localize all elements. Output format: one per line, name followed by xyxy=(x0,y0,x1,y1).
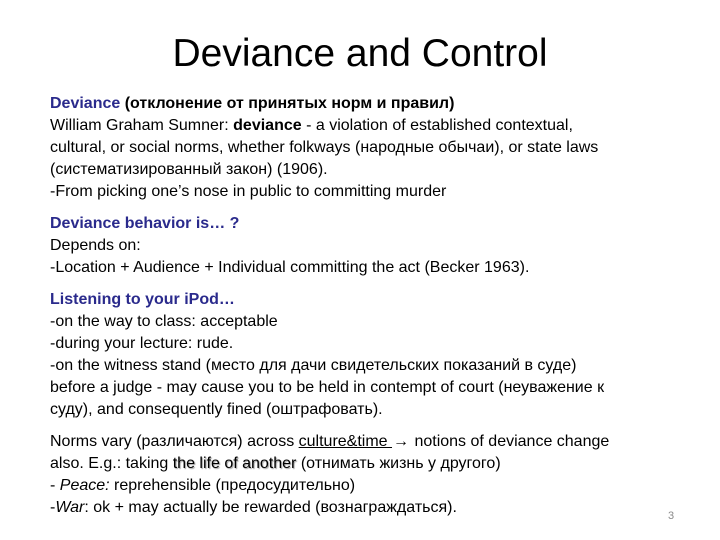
deviance-term-translation: (отклонение от принятых норм и правил) xyxy=(120,95,455,112)
war-dash: - xyxy=(50,499,56,516)
sumner-prefix: William Graham Sumner: xyxy=(50,117,234,134)
peace-label: Peace: xyxy=(59,477,110,494)
norms-rest: notions of deviance change xyxy=(410,433,610,450)
ipod-fined: суду), and consequently fined (оштрафовать). xyxy=(50,401,383,418)
deviance-behavior-heading: Deviance behavior is… ? xyxy=(50,215,240,232)
norms-prefix: Norms vary (различаются) across xyxy=(50,433,299,450)
right-arrow-icon: → xyxy=(393,433,410,450)
example-translation: (отнимать жизнь у другого) xyxy=(296,455,501,472)
sumner-term: deviance xyxy=(233,117,302,134)
sumner-definition: - a violation of established contextual, xyxy=(301,117,573,134)
deviance-term: Deviance xyxy=(50,95,121,112)
example-prefix: also. E.g.: taking xyxy=(50,455,173,472)
paragraph-deviance-definition xyxy=(50,93,690,203)
definition-line-4: (систематизированный закон) (1906). xyxy=(50,161,328,178)
ipod-witness-stand: -on the witness stand (место для дачи свидетельских показаний в суде) xyxy=(50,357,577,374)
ipod-contempt: before a judge - may cause you to be held in contempt of court (неуважение к xyxy=(50,379,605,396)
page-number: 3 xyxy=(668,510,675,522)
slide-body xyxy=(50,93,690,529)
ipod-heading: Listening to your iPod… xyxy=(50,291,235,308)
ipod-class: -on the way to class: acceptable xyxy=(50,313,278,330)
culture-time-link[interactable]: culture&time xyxy=(298,433,393,450)
war-label: War xyxy=(55,499,85,516)
peace-text: reprehensible (предосудительно) xyxy=(109,477,356,494)
ipod-lecture: -during your lecture: rude. xyxy=(50,335,234,352)
depends-on-factors: -Location + Audience + Individual committing the act (Becker 1963). xyxy=(50,259,530,276)
war-text: : ok + may actually be rewarded (вознаграждаться). xyxy=(84,499,457,516)
paragraph-deviance-behavior xyxy=(50,213,690,279)
peace-dash: - xyxy=(50,477,60,494)
depends-on-label: Depends on: xyxy=(50,237,141,254)
paragraph-norms-vary xyxy=(50,431,690,519)
definition-line-3: cultural, or social norms, whether folkways (народные обычаи), or state laws xyxy=(50,139,599,156)
life-of-another-phrase: the life of another xyxy=(172,455,297,472)
definition-example: -From picking one’s nose in public to committing murder xyxy=(50,183,447,200)
paragraph-ipod-example xyxy=(50,289,690,421)
slide-title: Deviance and Control xyxy=(172,32,548,75)
